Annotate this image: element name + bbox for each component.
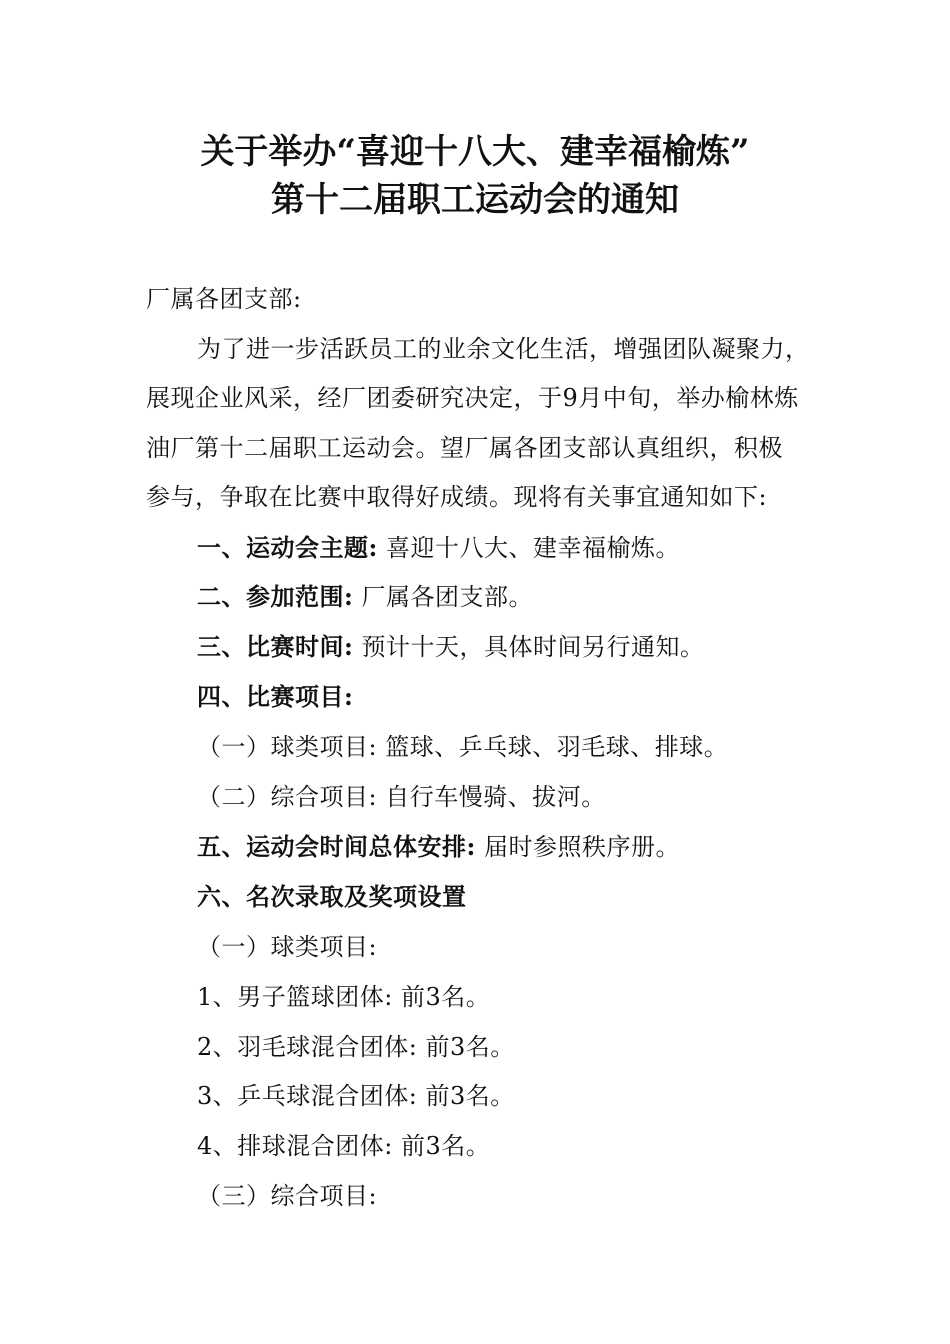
section-2 (197, 581, 533, 613)
section-3-label: 三、比赛时间: (197, 632, 354, 661)
section-3 (197, 631, 705, 663)
title-line-1: 关于举办“喜迎十八大、建幸福榆炼” (200, 132, 750, 172)
intro-line-3: 油厂第十二届职工运动会。望厂属各团支部认真组织，积极 (146, 434, 783, 462)
section-6-label: 六、名次录取及奖项设置 (197, 882, 467, 911)
section-2-label: 二、参加范围: (197, 582, 354, 611)
section-6-sub-1: （一）球类项目: (197, 933, 378, 961)
section-3-text: 预计十天，具体时间另行通知。 (361, 633, 705, 661)
list-item: 2、羽毛球混合团体: 前3名。 (197, 1033, 515, 1061)
title-line-2: 第十二届职工运动会的通知 (271, 180, 679, 220)
list-item: 4、排球混合团体: 前3名。 (197, 1132, 491, 1160)
section-1-label: 一、运动会主题: (197, 533, 378, 562)
section-5-text: 届时参照秩序册。 (484, 833, 680, 861)
section-4-item-2: （二）综合项目: 自行车慢骑、拔河。 (197, 783, 606, 811)
section-2-text: 厂属各团支部。 (361, 583, 533, 611)
list-item: 1、男子篮球团体: 前3名。 (197, 983, 491, 1011)
intro-line-1: 为了进一步活跃员工的业余文化生活，增强团队凝聚力， (197, 335, 810, 363)
section-4-item-1: （一）球类项目: 篮球、乒乓球、羽毛球、排球。 (197, 733, 729, 761)
salutation: 厂属各团支部: (146, 285, 302, 313)
section-4-label: 四、比赛项目: (197, 682, 354, 711)
intro-line-4: 参与，争取在比赛中取得好成绩。现将有关事宜通知如下: (146, 483, 768, 511)
section-5 (197, 831, 680, 863)
intro-line-2: 展现企业风采，经厂团委研究决定，于9月中旬，举办榆林炼 (146, 384, 799, 412)
section-5-label: 五、运动会时间总体安排: (197, 832, 476, 861)
section-1 (197, 532, 680, 564)
section-6-sub-3: （三）综合项目: (197, 1182, 378, 1210)
list-item: 3、乒乓球混合团体: 前3名。 (197, 1082, 515, 1110)
section-1-text: 喜迎十八大、建幸福榆炼。 (386, 534, 680, 562)
